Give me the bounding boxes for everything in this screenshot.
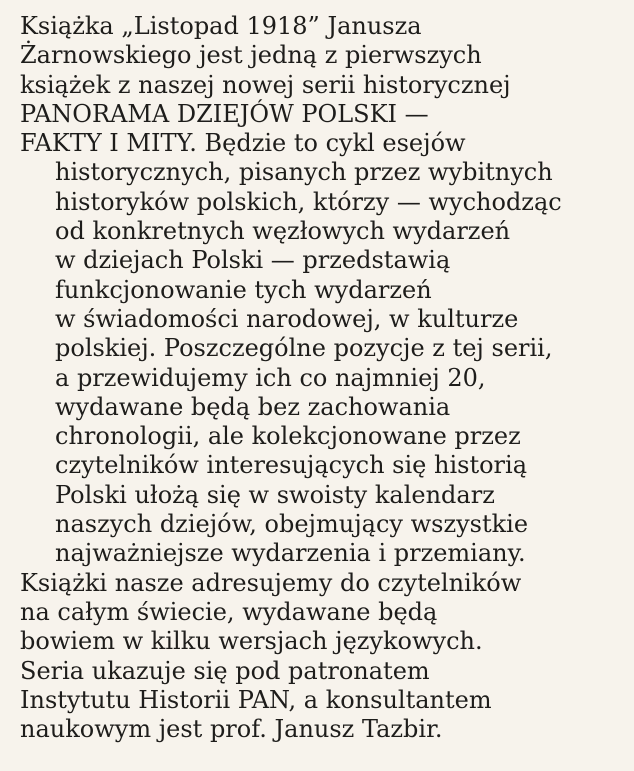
body-paragraph: Książka „Listopad 1918” Janusza Żarnowskiego jest jedną z pierwszych książek z naszej nowej serii historycznej PANORAMA DZIEJÓW POLSKI — FAKTY I MITY. Będzie to cykl esejów historycznych, pisanych przez wybitnych historyków polskich, którzy — wychodząc od konkretnych węzłowych wydarzeń w dziejach Polski — przedstawią funkcjonowanie tych wydarzeń w świadomości narodowej, w kulturze polskiej. Poszczególne pozycje z tej serii, a przewidujemy ich co najmniej 20, wydawane będą bez zachowania chronologii, ale kolekcjonowane przez czytelników interesujących się historią Polski ułożą się w swoisty kalendarz naszych dziejów, obejmujący wszystkie najważniejsze wydarzenia i przemiany. Książki nasze adresujemy do czytelników na całym świecie, wydawane będą bowiem w kilku wersjach językowych. Seria ukazuje się pod patronatem Instytutu Historii PAN, a konsultantem naukowym jest prof. Janusz Tazbir. (20, 12, 562, 744)
